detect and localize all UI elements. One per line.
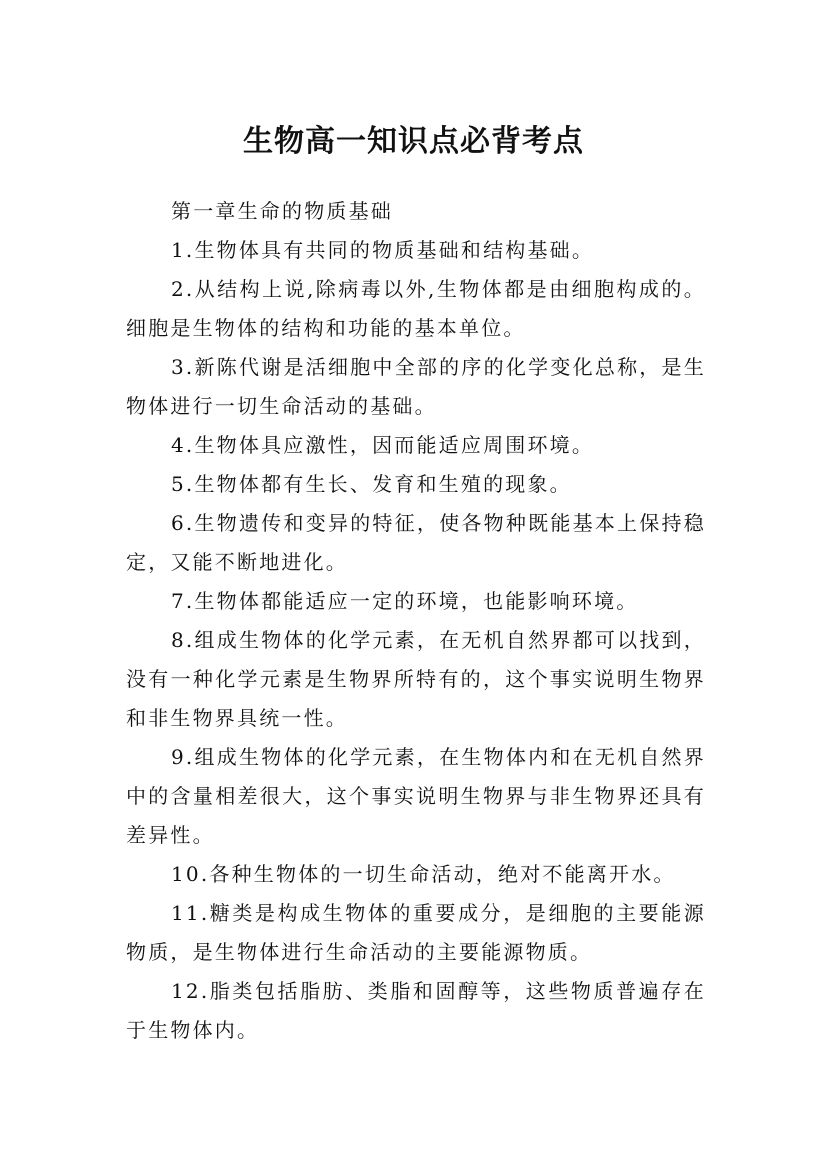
page-title: 生物高一知识点必背考点 [243, 124, 584, 160]
paragraph-6: 6.生物遗传和变异的特征，使各物种既能基本上保持稳定，又能不断地进化。 [126, 511, 706, 574]
paragraph-12: 12.脂类包括脂肪、类脂和固醇等，这些物质普遍存在于生物体内。 [126, 979, 706, 1042]
paragraph-2: 2.从结构上说,除病毒以外,生物体都是由细胞构成的。细胞是生物体的结构和功能的基本单位。 [126, 277, 706, 340]
paragraph-3: 3.新陈代谢是活细胞中全部的序的化学变化总称，是生物体进行一切生命活动的基础。 [126, 355, 706, 418]
paragraph-4: 4.生物体具应激性，因而能适应周围环境。 [171, 433, 595, 457]
paragraph-1: 1.生物体具有共同的物质基础和结构基础。 [171, 238, 595, 262]
document-body [126, 192, 706, 1050]
paragraph-8: 8.组成生物体的化学元素，在无机自然界都可以找到，没有一种化学元素是生物界所特有的，这个事实说明生物界和非生物界具统一性。 [126, 628, 706, 730]
paragraph-7: 7.生物体都能适应一定的环境，也能影响环境。 [171, 589, 639, 613]
paragraph-10: 10.各种生物体的一切生命活动，绝对不能离开水。 [171, 862, 676, 886]
paragraph-5: 5.生物体都有生长、发育和生殖的现象。 [171, 472, 572, 496]
paragraph-9: 9.组成生物体的化学元素，在生物体内和在无机自然界中的含量相差很大，这个事实说明生物界与非生物界还具有差异性。 [126, 745, 706, 847]
paragraph-11: 11.糖类是构成生物体的重要成分，是细胞的主要能源物质，是生物体进行生命活动的主要能源物质。 [126, 901, 706, 964]
chapter-heading: 第一章生命的物质基础 [171, 199, 393, 223]
